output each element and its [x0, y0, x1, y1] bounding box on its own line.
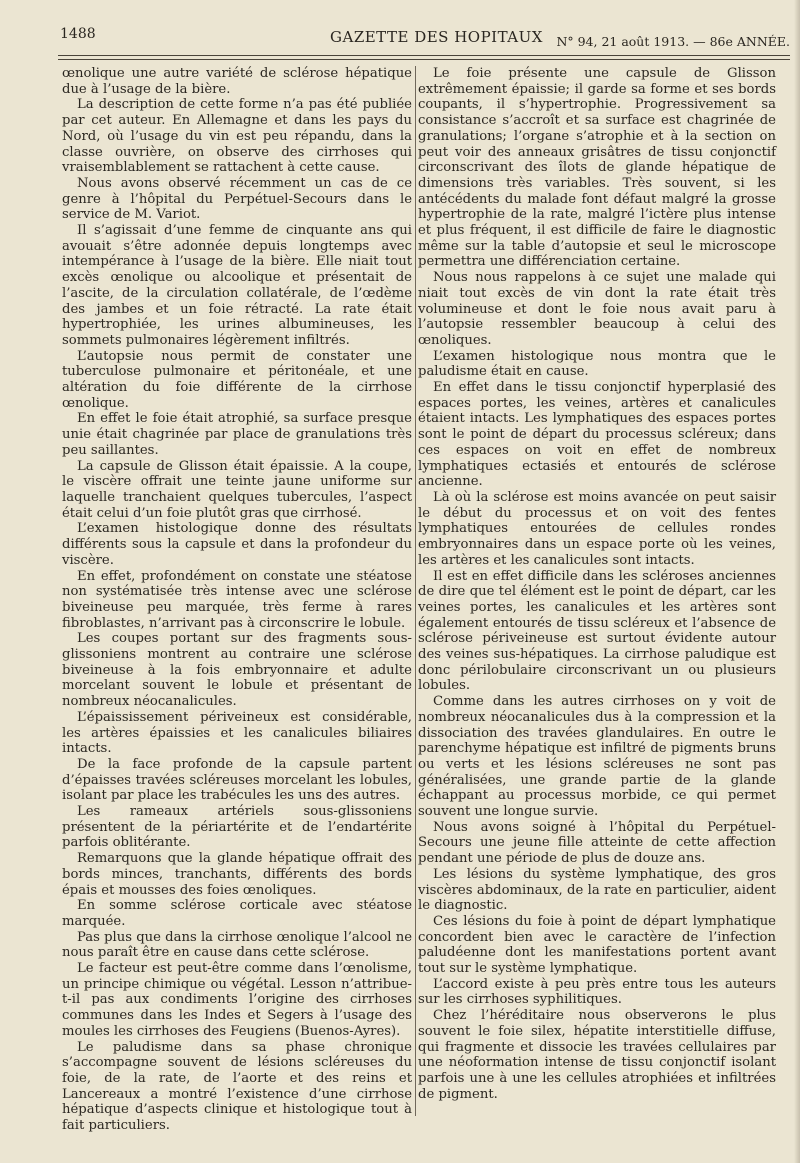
- paragraph: L’accord existe à peu près entre tous les auteurs sur les cirrhoses syphilitiques.: [418, 976, 776, 1008]
- page-number: 1488: [60, 26, 96, 42]
- paragraph: L’épaississement périveineux est considérable, les artères épaissies et les canalicules biliaires intacts.: [62, 709, 412, 757]
- paragraph: Comme dans les autres cirrhoses on y voit de nombreux néocanalicules dus à la compression et la dissociation des travées glandulaires. En outre le parenchyme hépatique est infiltré de pigments bruns ou verts et les lésions scléreuses ne sont pas généralisées, une grande partie de la glande échappant au processus morbide, ce qui permet souvent une longue survie.: [418, 694, 776, 820]
- paragraph: En effet le foie était atrophié, sa surface presque unie était chagrinée par place de granulations très peu saillantes.: [62, 411, 412, 458]
- paragraph: La description de cette forme n’a pas été publiée par cet auteur. En Allemagne et dans les pays du Nord, où l’usage du vin est peu répandu, dans la classe ouvrière, on observe des cirrhoses qui vraisemblablement se rattachent à cette cause.: [62, 97, 412, 176]
- paragraph: Pas plus que dans la cirrhose œnolique l’alcool ne nous paraît être en cause dans cette sclérose.: [62, 929, 412, 961]
- paragraph: En effet, profondément on constate une stéatose non systématisée très intense avec une sclérose biveineuse peu marquée, très ferme à rares fibroblastes, n’arrivant pas à circonscrire le lobule.: [62, 568, 412, 631]
- paragraph: Le paludisme dans sa phase chronique s’accompagne souvent de lésions scléreuses du foie, de la rate, de l’aorte et des reins et Lancereaux a montré l’existence d’une cirrhose hépatique d’aspects clinique et histologique tout à fait particuliers.: [62, 1039, 412, 1134]
- paragraph: En somme sclérose corticale avec stéatose marquée.: [62, 898, 412, 929]
- left-column: [62, 66, 412, 1143]
- paragraph: Les lésions du système lymphatique, des gros viscères abdominaux, de la rate en particulier, aident le diagnostic.: [418, 866, 776, 914]
- page-header: [60, 22, 790, 52]
- paragraph: De la face profonde de la capsule partent d’épaisses travées scléreuses morcelant les lobules, isolant par place les trabécules les uns des autres.: [62, 756, 412, 804]
- paragraph: Nous nous rappelons à ce sujet une malade qui niait tout excès de vin dont la rate était très volumineuse et dont le foie nous avait paru à l’autopsie ressembler beaucoup à celui des œnoliques.: [418, 270, 776, 348]
- header-rule-bottom: [58, 59, 790, 60]
- paragraph: Il est en effet difficile dans les scléroses anciennes de dire que tel élément est le point de départ, car les veines portes, les canalicules et les artères sont également entourés de tissu scléreux et l’absence de sclérose périveineuse est surtout évidente autour des veines sus-hépatiques. La cirrhose paludique est donc périlobulaire circonscrivant un ou plusieurs lobules.: [418, 568, 776, 694]
- paragraph: Le foie présente une capsule de Glisson extrêmement épaissie; il garde sa forme et ses bords coupants, il s’hypertrophie. Progressivement sa consistance s’accroît et sa surface est chagrinée de granulations; l’organe s’atrophie et à la section on peut voir des anneaux grisâtres de tissu conjonctif circonscrivant des îlots de glande hépatique de dimensions très variables. Très souvent, si les antécédents du malade font défaut malgré la grosse hypertrophie de la rate, malgré l’ictère plus intense et plus fréquent, il est difficile de faire le diagnostic même sur la table d’autopsie et seul le microscope permettra une différenciation certaine.: [418, 66, 776, 270]
- paragraph: L’autopsie nous permit de constater une tuberculose pulmonaire et péritonéale, et une altération du foie différente de la cirrhose œnolique.: [62, 348, 412, 411]
- paragraph: Remarquons que la glande hépatique offrait des bords minces, tranchants, différents des bords épais et mousses des foies œnoliques.: [62, 851, 412, 898]
- journal-title: GAZETTE DES HOPITAUX: [330, 28, 543, 46]
- paragraph: L’examen histologique donne des résultats différents sous la capsule et dans la profondeur du viscère.: [62, 521, 412, 568]
- paragraph: œnolique une autre variété de sclérose hépatique due à l’usage de la bière.: [62, 66, 412, 97]
- paragraph: La capsule de Glisson était épaissie. A la coupe, le viscère offrait une teinte jaune uniforme sur laquelle tranchaient quelques tubercules, l’aspect était celui d’un foie plutôt gras que cirrhosé.: [62, 458, 412, 521]
- paragraph: Nous avons observé récemment un cas de ce genre à l’hôpital du Perpétuel-Secours dans le service de M. Variot.: [62, 175, 412, 223]
- paragraph: Chez l’héréditaire nous observerons le plus souvent le foie silex, hépatite interstitielle diffuse, qui fragmente et dissocie les travées cellulaires par une néoformation intense de tissu conjonctif isolant parfois une à une les cellules atrophiées et infiltrées de pigment.: [418, 1008, 776, 1102]
- paragraph: Ces lésions du foie à point de départ lymphatique concordent bien avec le caractère de l’infection paludéenne dont les manifestations portent avant tout sur le système lymphatique.: [418, 913, 776, 977]
- paragraph: Le facteur est peut-être comme dans l’œnolisme, un principe chimique ou végétal. Lesson n’attribue-t-il pas aux condiments l’origine des cirrhoses communes dans les Indes et Segers à l’usage des moules les cirrhoses des Feugiens (Buenos-Ayres).: [62, 961, 412, 1039]
- paragraph: Les rameaux artériels sous-glissoniens présentent de la périartérite et de l’endartérite parfois oblitérante.: [62, 804, 412, 851]
- header-rule-top: [58, 55, 790, 56]
- issue-info: N° 94, 21 août 1913. — 86e ANNÉE.: [556, 34, 790, 49]
- paragraph: En effet dans le tissu conjonctif hyperplasié des espaces portes, les veines, artères et canalicules étaient intacts. Les lymphatiques des espaces portes sont le point de départ du processus scléreux; dans ces espaces on voit en effet de nombreux lymphatiques ectasiés et entourés de sclérose ancienne.: [418, 380, 776, 490]
- paragraph: L’examen histologique nous montra que le paludisme était en cause.: [418, 348, 776, 380]
- paragraph: Nous avons soigné à l’hôpital du Perpétuel-Secours une jeune fille atteinte de cette affection pendant une période de plus de douze ans.: [418, 819, 776, 867]
- paragraph: Les coupes portant sur des fragments sous-glissoniens montrent au contraire une sclérose biveineuse à la fois embryonnaire et adulte morcelant souvent le lobule et présentant de nombreux néocanalicules.: [62, 631, 412, 710]
- right-column: [418, 66, 776, 1143]
- paragraph: Il s’agissait d’une femme de cinquante ans qui avouait s’être adonnée depuis longtemps avec intempérance à l’usage de la bière. Elle niait tout excès œnolique ou alcoolique et présentait de l’ascite, de la circulation collatérale, de l’œdème des jambes et un foie rétracté. La rate était hypertrophiée, les urines albumineuses, les sommets pulmonaires légèrement infiltrés.: [62, 223, 412, 348]
- column-divider: [415, 66, 416, 1116]
- paragraph: Là où la sclérose est moins avancée on peut saisir le début du processus et on voit des fentes lymphatiques entourées de cellules rondes embryonnaires dans un espace porte où les veines, les artères et les canalicules sont intacts.: [418, 489, 776, 568]
